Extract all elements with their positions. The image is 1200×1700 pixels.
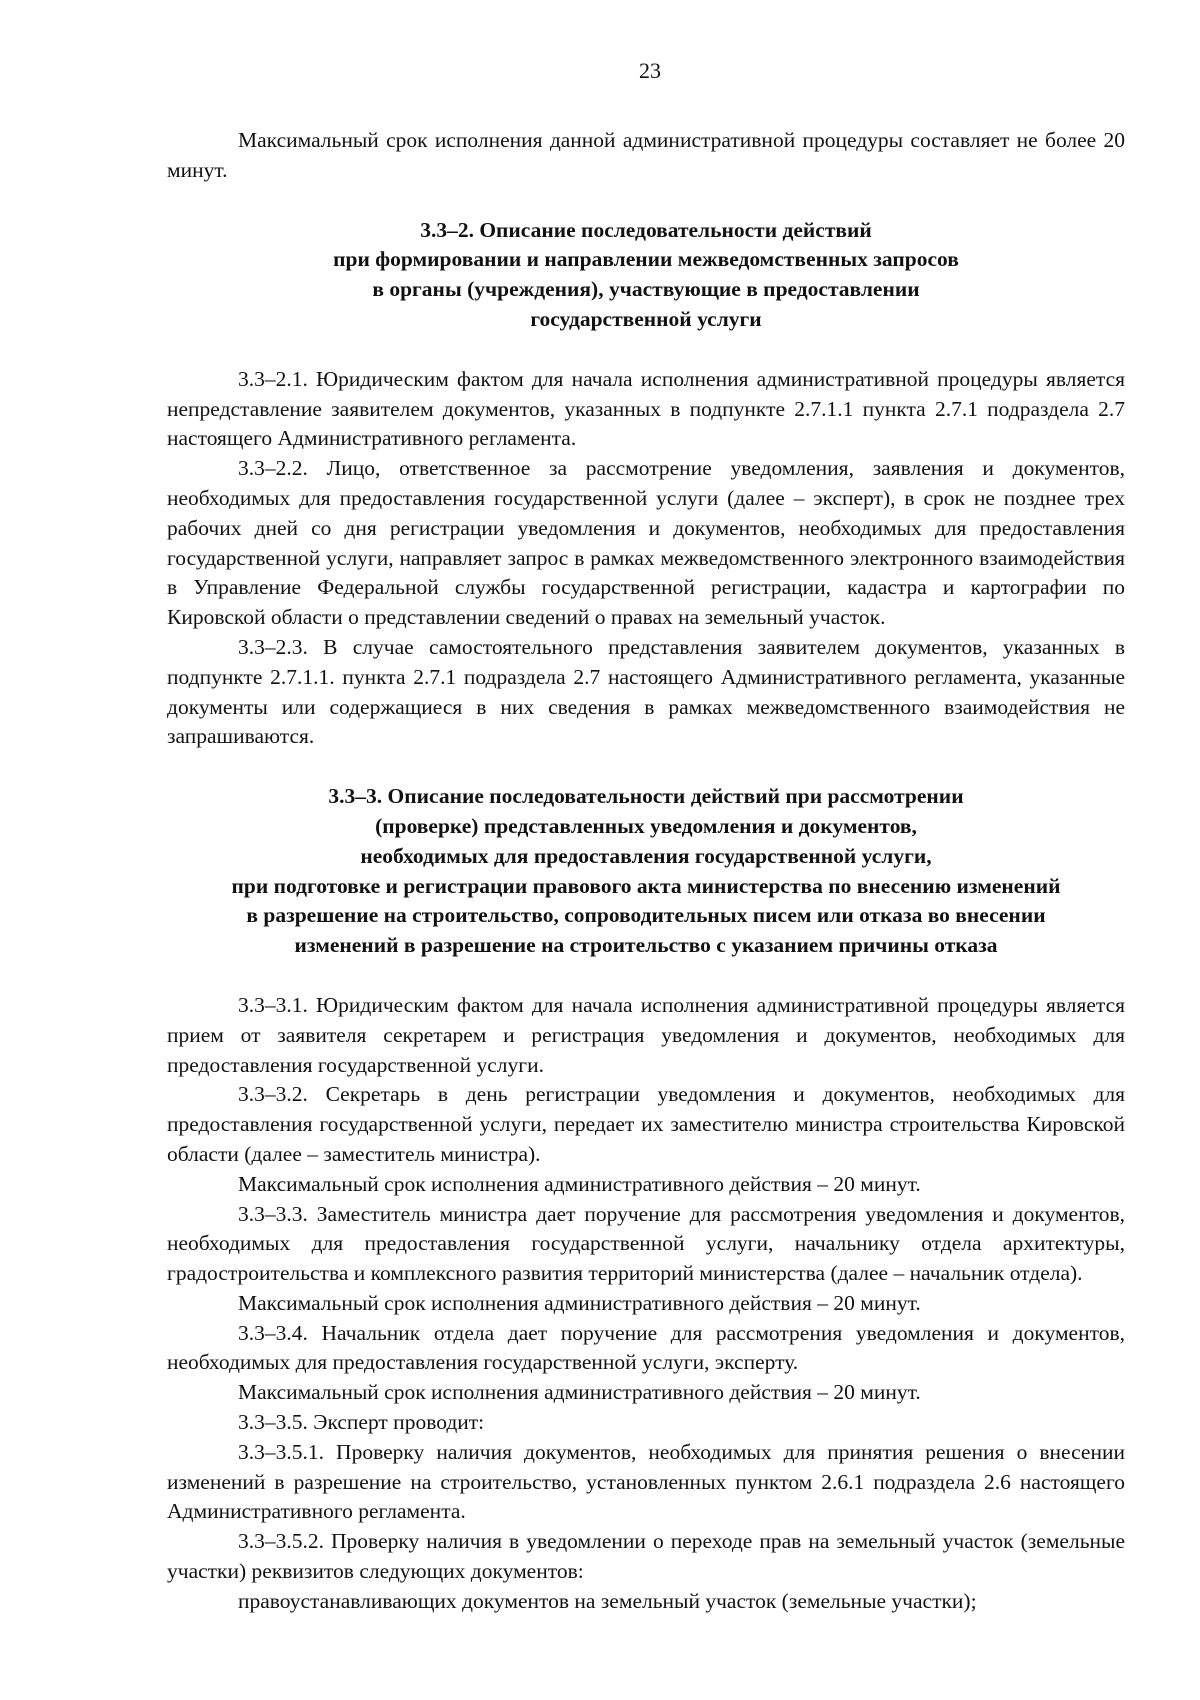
heading-line: (проверке) представленных уведомления и документов, <box>375 813 917 838</box>
paragraph: 3.3–3.5.2. Проверку наличия в уведомлении о переходе прав на земельный участок (земельные участки) реквизитов следующих документов: <box>167 1529 1125 1584</box>
section-heading-3-3-2 <box>167 216 1125 335</box>
heading-line: при подготовке и регистрации правового акта министерства по внесению изменений <box>231 873 1061 898</box>
heading-line: при формировании и направлении межведомственных запросов <box>333 247 959 272</box>
heading-line: изменений в разрешение на строительство с указанием причины отказа <box>294 933 998 958</box>
paragraph: 3.3–3.5. Эксперт проводит: <box>238 1410 485 1435</box>
document-body <box>167 126 1125 1617</box>
paragraph: 3.3–3.2. Секретарь в день регистрации уведомления и документов, необходимых для предоставления государственной услуги, передает их заместителю министра строительства Кировской области (далее – заместитель министра). <box>167 1082 1125 1166</box>
paragraph: Максимальный срок исполнения административного действия – 20 минут. <box>238 1380 921 1405</box>
paragraph: 3.3–2.1. Юридическим фактом для начала исполнения административной процедуры является непредставление заявителем документов, указанных в подпункте 2.7.1.1 пункта 2.7.1 подраздела 2.7 настоящего Административного регламента. <box>167 366 1125 451</box>
paragraph: 3.3–3.4. Начальник отдела дает поручение для рассмотрения уведомления и документов, необходимых для предоставления государственной услуги, эксперту. <box>167 1320 1125 1375</box>
paragraph: Максимальный срок исполнения административного действия – 20 минут. <box>238 1171 921 1196</box>
heading-line: в органы (учреждения), участвующие в предоставлении <box>372 277 920 302</box>
heading-line: государственной услуги <box>530 306 762 331</box>
paragraph: 3.3–2.3. В случае самостоятельного представления заявителем документов, указанных в подпункте 2.7.1.1. пункта 2.7.1 подраздела 2.7 настоящего Административного регламента, указанные документы или содержащиеся в них сведения в рамках межведомственного взаимодействия не запрашиваются. <box>167 634 1125 749</box>
heading-line: 3.3–2. Описание последовательности действий <box>420 217 872 242</box>
paragraph: 3.3–3.3. Заместитель министра дает поручение для рассмотрения уведомления и документов, необходимых для предоставления государственной услуги, начальнику отдела архитектуры, градостроительства и комплексного развития территорий министерства (далее – начальник отдела). <box>167 1201 1125 1286</box>
page-number: 23 <box>639 58 661 83</box>
heading-line: в разрешение на строительство, сопроводительных писем или отказа во внесении <box>246 903 1046 928</box>
heading-line: необходимых для предоставления государственной услуги, <box>360 843 932 868</box>
paragraph: 3.3–3.5.1. Проверку наличия документов, необходимых для принятия решения о внесении изменений в разрешение на строительство, установленных пунктом 2.6.1 подраздела 2.6 настоящего Административного регламента. <box>167 1439 1125 1524</box>
paragraph: 3.3–2.2. Лицо, ответственное за рассмотрение уведомления, заявления и документов, необходимых для предоставления государственной услуги (далее – эксперт), в срок не позднее трех рабочих дней со дня регистрации уведомления и документов, необходимых для предоставления государственной услуги, направляет запрос в рамках межведомственного электронного взаимодействия в Управление Федеральной службы государственной регистрации, кадастра и картографии по Кировской области о представлении сведений о правах на земельный участок. <box>167 456 1125 630</box>
paragraph: 3.3–3.1. Юридическим фактом для начала исполнения административной процедуры является прием от заявителя секретарем и регистрация уведомления и документов, необходимых для предоставления государственной услуги. <box>167 992 1125 1077</box>
paragraph: Максимальный срок исполнения административного действия – 20 минут. <box>238 1290 921 1315</box>
section-heading-3-3-3 <box>167 782 1125 961</box>
paragraph: Максимальный срок исполнения данной административной процедуры составляет не более 20 минут. <box>167 128 1125 182</box>
paragraph: правоустанавливающих документов на земельный участок (земельные участки); <box>238 1588 977 1613</box>
heading-line: 3.3–3. Описание последовательности действий при рассмотрении <box>328 784 964 809</box>
